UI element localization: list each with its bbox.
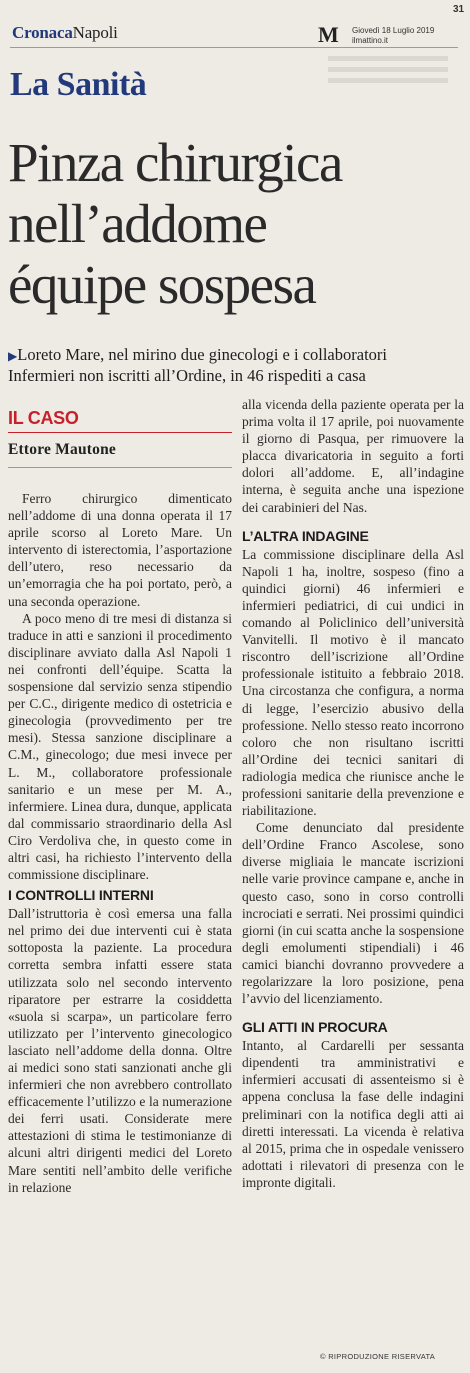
bleed-line (328, 67, 448, 72)
headline-line: équipe sospesa (8, 254, 316, 315)
copyright-notice: © RIPRODUZIONE RISERVATA (320, 1352, 436, 1361)
paragraph: A poco meno di tre mesi di distanza si traduce in atti e sanzioni il procedimento disciplinare avviato dalla Asl Napoli 1 nei confronti dell’équipe. Scatta la sospensione dal servizio senza stipendio per C.C., dirigente medico di ostetricia e ginecologia (provvedimento per tre mesi). Stessa sanzione disciplinare a C.M., ginecologo; due mesi invece per L. M., collaboratore professionale sanitario e un mese per M. A., infermiere. Linea dura, dunque, applicata dal commissario straordinario della Asl Ciro Verdoliva che, in questo come in altri casi, ha richiesto l’intervento della commissione disciplinare. (8, 610, 232, 883)
bleed-line (328, 78, 448, 83)
rubric: La Sanità (10, 66, 147, 103)
subheading: I CONTROLLI INTERNI (8, 887, 154, 904)
summary-text: Loreto Mare, nel mirino due ginecologi e i collaboratori (17, 345, 387, 364)
summary-line (8, 345, 460, 366)
author-rule (8, 467, 232, 468)
paragraph: alla vicenda della paziente operata per la prima volta il 17 aprile, poi nuovamente il giorno di Pasqua, per rimuovere la placca divaricatoria in seguito a forti dolori all’addome. E, all’indagine interna, è seguita anche una ispezione dei carabinieri del Nas. (242, 397, 464, 515)
section-name-regular: Napoli (72, 23, 118, 42)
paragraph: Dall’istruttoria è così emersa una falla nel primo dei due interventi cui è stata sottoposta la paziente. La procedura corretta sembra infatti essere stata utilizzata solo nel secondo intervento riparatore per estrarre la cosiddetta «suola si scarpa», un particolare ferro utilizzato per l’intervento ginecologico lasciato nell’addome della donna. Oltre ai medici sono stati sanzionati anche gli infermieri che non avrebbero controllato efficacemente l’utilizzo e la numerazione dei ferri usati. Considerate mere attestazioni di stima le testimonianze di alcuni altri dirigenti medici del Loreto Mare sentiti nell’ambito delle verifiche in relazione (8, 906, 232, 1195)
article-column-left (8, 408, 232, 1196)
page-header (10, 22, 458, 46)
article-label: IL CASO (8, 408, 79, 428)
subheading: L’ALTRA INDAGINE (242, 527, 369, 544)
masthead-logo: M (318, 22, 339, 47)
subheading: GLI ATTI IN PROCURA (242, 1019, 388, 1036)
page-number: 31 (453, 4, 465, 15)
paragraph: Come denunciato dal presidente dell’Ordine Franco Ascolese, sono diverse migliaia le mancate iscrizioni nelle varie province campane e, anche in questo caso, sono in corso controlli incrociati e serrati. Nei prossimi quindici giorni (in cui scatta anche la sospensione degli emolumenti stipendiali) i 46 camici bianchi dovranno provvedere a regolarizzare la loro posizione, pena l’avvio del licenziamento. (242, 820, 464, 1007)
masthead-date (352, 26, 434, 46)
summary-line: Infermieri non iscritti all’Ordine, in 46 rispediti a casa (8, 366, 366, 385)
header-rule (10, 47, 458, 48)
headline (8, 132, 448, 315)
triangle-bullet-icon: ▶ (8, 349, 18, 363)
section-name-bold: Cronaca (12, 23, 73, 42)
summary (8, 345, 460, 385)
headline-line: nell’addome (8, 193, 267, 254)
section-name (12, 23, 118, 43)
article-author: Ettore Mautone (8, 441, 116, 458)
paragraph: La commissione disciplinare della Asl Napoli 1 ha, inoltre, sospeso (fino a quindici giorni) 46 infermieri e infermieri pediatrici, di cui undici in comando al Policlinico dell’università Vanvitelli. Il motivo è il mancato riscontro dell’iscrizione all’Ordine professionale istituito a febbraio 2018. Una circostanza che configura, a norma di legge, l’esercizio abusivo della professione. Nello stesso reato incorrono coloro che non risultano iscritti all’Ordine dei tecnici sanitari di radiologia medica che riunisce anche le professioni sanitarie della prevenzione e riabilitazione. (242, 546, 464, 819)
bleed-line (328, 56, 448, 61)
article-column-right (242, 396, 464, 1191)
paragraph: Ferro chirurgico dimenticato nell’addome di una donna operata il 17 aprile scorso al Loreto Mare. Un intervento di isterectomia, l’asportazione dell’utero, reso necessario da un’emorragia che ha poi portato, però, a una seconda operazione. (8, 491, 232, 609)
label-rule (8, 432, 232, 433)
paragraph: Intanto, al Cardarelli per sessanta dipendenti tra amministrativi e infermieri accusati di assenteismo si è appena conclusa la fase delle indagini preliminari con la notifica degli atti ai diretti interessati. La vicenda è relativa al 2015, prima che in ospedale venissero adottati i rilevatori di presenza con le impronte digitali. (242, 1038, 464, 1190)
headline-line: Pinza chirurgica (8, 132, 342, 193)
issue-date: Giovedì 18 Luglio 2019 (352, 26, 435, 35)
site-url: ilmattino.it (352, 36, 389, 45)
